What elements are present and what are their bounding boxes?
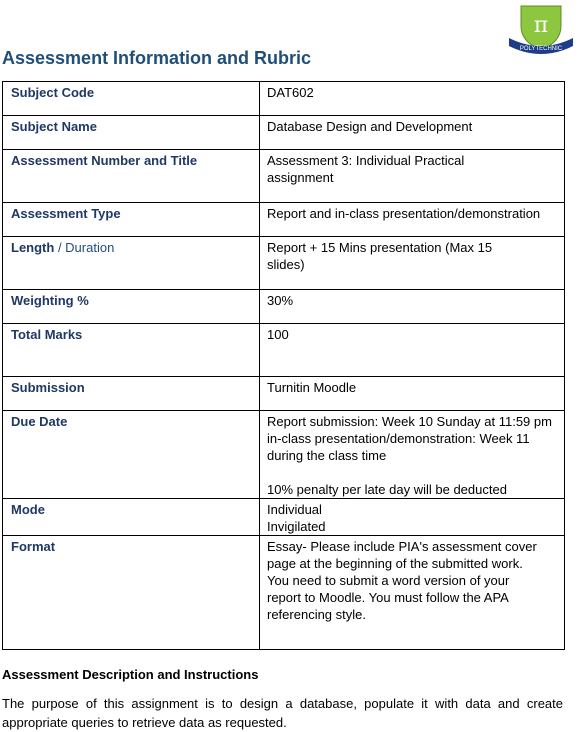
section-title: Assessment Description and Instructions	[2, 667, 259, 682]
row-value: Assessment 3: Individual Practical assignment	[260, 150, 565, 203]
row-label: Mode	[3, 499, 260, 536]
duration-label: / Duration	[54, 240, 115, 255]
row-label: Format	[3, 536, 260, 650]
row-value: Database Design and Development	[260, 116, 565, 150]
table-row	[3, 82, 565, 116]
row-value: Report and in-class presentation/demonstration	[260, 203, 565, 237]
row-value: Individual Invigilated	[260, 499, 565, 536]
logo-text: POLYTECHNIC	[519, 46, 563, 52]
row-label: Subject Code	[3, 82, 260, 116]
length-label: Length	[11, 240, 55, 255]
table-row	[3, 324, 565, 377]
row-label: Assessment Type	[3, 203, 260, 237]
table-row	[3, 411, 565, 499]
row-value: 30%	[260, 290, 565, 324]
assessment-info-table	[2, 81, 565, 650]
row-value: Report + 15 Mins presentation (Max 15 slides)	[260, 237, 565, 290]
table-row	[3, 499, 565, 536]
row-label: Weighting %	[3, 290, 260, 324]
row-value: Essay- Please include PIA's assessment cover page at the beginning of the submitted work. You need to submit a word version of your report to Moodle. You must follow the APA referencing style.	[260, 536, 565, 650]
row-label	[3, 237, 260, 290]
row-label: Submission	[3, 377, 260, 411]
description-paragraph: The purpose of this assignment is to design a database, populate it with data and create appropriate queries to retrieve data as requested.	[2, 696, 563, 730]
table-row	[3, 237, 565, 290]
table-row	[3, 116, 565, 150]
row-value: Turnitin Moodle	[260, 377, 565, 411]
row-label: Subject Name	[3, 116, 260, 150]
page-title: Assessment Information and Rubric	[2, 48, 312, 68]
polytechnic-logo	[505, 2, 577, 58]
row-value: 100	[260, 324, 565, 377]
table-row	[3, 536, 565, 650]
row-value: Report submission: Week 10 Sunday at 11:59 pm in-class presentation/demonstration: Week 11 during the class time 10% penalty per late day will be deducted	[260, 411, 565, 499]
table-row	[3, 290, 565, 324]
row-label: Assessment Number and Title	[3, 150, 260, 203]
table-row	[3, 377, 565, 411]
row-label: Due Date	[3, 411, 260, 499]
row-value: DAT602	[260, 82, 565, 116]
row-label: Total Marks	[3, 324, 260, 377]
table-row	[3, 150, 565, 203]
table-row	[3, 203, 565, 237]
svg-text:π: π	[533, 13, 549, 38]
